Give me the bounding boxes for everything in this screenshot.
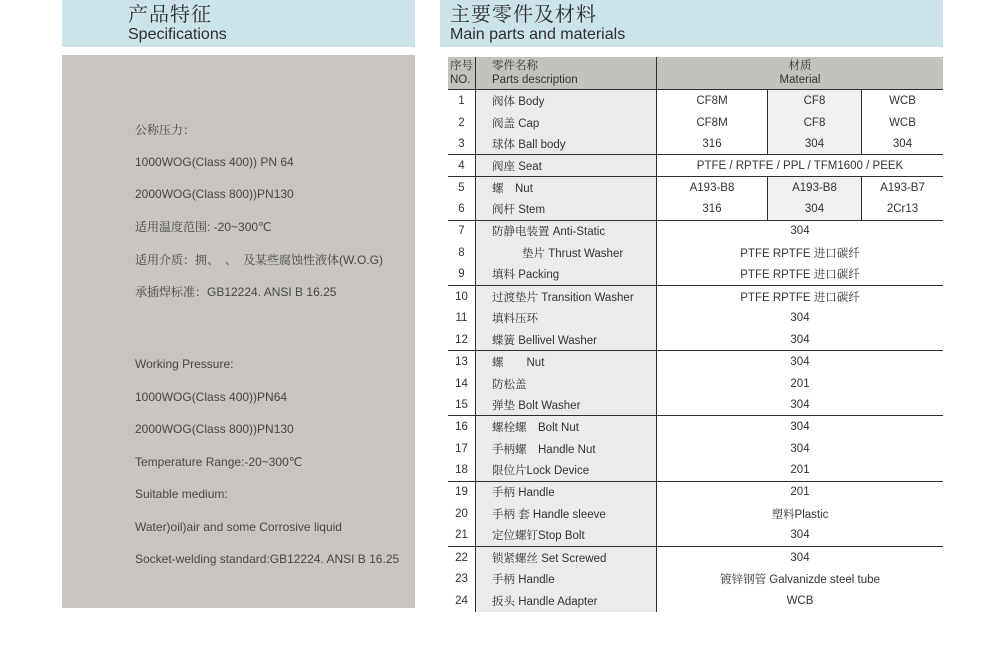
specifications-title-en: Specifications bbox=[128, 26, 227, 43]
header-parts-en: Parts description bbox=[492, 74, 578, 86]
spec-line: Temperature Range:-20~300℃ bbox=[135, 454, 303, 469]
cell-no: 6 bbox=[448, 199, 476, 220]
cell-material: 2Cr13 bbox=[862, 199, 943, 220]
table-row bbox=[448, 242, 943, 264]
cell-no: 11 bbox=[448, 308, 476, 330]
cell-part-name: 填料压环 bbox=[476, 308, 657, 330]
table-row bbox=[448, 525, 943, 547]
cell-no: 13 bbox=[448, 351, 476, 373]
cell-part-name: 螺栓螺 Bolt Nut bbox=[476, 416, 657, 438]
cell-material-span: 304 bbox=[657, 547, 943, 569]
table-row bbox=[448, 460, 943, 482]
table-row bbox=[448, 199, 943, 221]
cell-part-name: 手柄螺 Handle Nut bbox=[476, 438, 657, 460]
cell-part-name: 手柄 Handle bbox=[476, 482, 657, 504]
cell-part-name: 螺 Nut bbox=[476, 351, 657, 373]
table-row bbox=[448, 264, 943, 286]
header-material bbox=[657, 57, 943, 89]
cell-part-name: 手柄 套 Handle sleeve bbox=[476, 503, 657, 525]
cell-no: 24 bbox=[448, 590, 476, 612]
cell-no: 19 bbox=[448, 482, 476, 504]
cell-material-span: PTFE RPTFE 进口碳纤 bbox=[657, 264, 943, 285]
cell-no: 20 bbox=[448, 503, 476, 525]
table-row bbox=[448, 590, 943, 612]
cell-material-span: 304 bbox=[657, 395, 943, 416]
spec-line: 1000WOG(Class 400))PN64 bbox=[135, 389, 288, 404]
cell-material-span: 304 bbox=[657, 438, 943, 460]
cell-part-name: 过渡垫片 Transition Washer bbox=[476, 286, 657, 308]
cell-no: 21 bbox=[448, 525, 476, 546]
table-row bbox=[448, 134, 943, 156]
cell-part-name: 防松盖 bbox=[476, 373, 657, 395]
specifications-header bbox=[62, 0, 415, 47]
table-row bbox=[448, 90, 943, 112]
cell-material-span: 201 bbox=[657, 460, 943, 481]
cell-material: 304 bbox=[768, 134, 862, 155]
cell-no: 5 bbox=[448, 177, 476, 199]
spec-line: Water)oil)air and some Corrosive liquid bbox=[135, 519, 342, 534]
cell-part-name: 球体 Ball body bbox=[476, 134, 657, 155]
cell-part-name: 阀座 Seat bbox=[476, 155, 657, 176]
parts-materials-table bbox=[448, 57, 943, 612]
cell-material: WCB bbox=[862, 90, 943, 112]
cell-material-span: 304 bbox=[657, 221, 943, 243]
cell-no: 14 bbox=[448, 373, 476, 395]
cell-part-name: 防静电装置 Anti-Static bbox=[476, 221, 657, 243]
spec-line: 适用介质：拥、 、 及某些腐蚀性液体(W.O.G) bbox=[135, 252, 383, 267]
table-row bbox=[448, 482, 943, 504]
main-parts-header bbox=[440, 0, 943, 47]
specifications-box bbox=[62, 55, 415, 608]
cell-no: 3 bbox=[448, 134, 476, 155]
spec-line: 公称压力： bbox=[135, 122, 196, 137]
table-row bbox=[448, 395, 943, 417]
cell-no: 10 bbox=[448, 286, 476, 308]
cell-material: CF8M bbox=[657, 90, 768, 112]
cell-part-name: 手柄 Handle bbox=[476, 569, 657, 591]
table-row bbox=[448, 286, 943, 308]
table-row bbox=[448, 569, 943, 591]
cell-no: 12 bbox=[448, 329, 476, 350]
spec-line: 2000WOG(Class 800))PN130 bbox=[135, 422, 294, 437]
table-row bbox=[448, 221, 943, 243]
main-parts-title-en: Main parts and materials bbox=[450, 26, 626, 43]
cell-part-name: 阀杆 Stem bbox=[476, 199, 657, 220]
table-row bbox=[448, 373, 943, 395]
cell-material: 304 bbox=[862, 134, 943, 155]
cell-part-name: 螺 Nut bbox=[476, 177, 657, 199]
table-row bbox=[448, 177, 943, 199]
cell-no: 1 bbox=[448, 90, 476, 112]
cell-no: 4 bbox=[448, 155, 476, 176]
table-row bbox=[448, 416, 943, 438]
cell-material: CF8 bbox=[768, 90, 862, 112]
spec-line: Suitable medium: bbox=[135, 487, 228, 502]
table-row bbox=[448, 329, 943, 351]
cell-material-span: 201 bbox=[657, 373, 943, 395]
table-row bbox=[448, 351, 943, 373]
header-material-zh: 材质 bbox=[788, 60, 812, 72]
cell-material: CF8 bbox=[768, 112, 862, 134]
cell-part-name: 锁紧螺丝 Set Screwed bbox=[476, 547, 657, 569]
table-row bbox=[448, 547, 943, 569]
table-row bbox=[448, 438, 943, 460]
table-body bbox=[448, 90, 943, 612]
cell-material-span: 304 bbox=[657, 351, 943, 373]
cell-material: A193-B8 bbox=[768, 177, 862, 199]
cell-material: 316 bbox=[657, 199, 768, 220]
header-parts-description bbox=[476, 57, 657, 89]
spec-line: 1000WOG(Class 400)) PN 64 bbox=[135, 154, 294, 169]
cell-material-span: 304 bbox=[657, 416, 943, 438]
table-header-row bbox=[448, 57, 943, 90]
cell-no: 23 bbox=[448, 569, 476, 591]
cell-part-name: 蝶簧 Bellivel Washer bbox=[476, 329, 657, 350]
cell-no: 15 bbox=[448, 395, 476, 416]
cell-material-span: 镀锌钢管 Galvanizde steel tube bbox=[657, 569, 943, 591]
cell-material: 304 bbox=[768, 199, 862, 220]
cell-no: 7 bbox=[448, 221, 476, 243]
table-row bbox=[448, 155, 943, 177]
cell-material-span: PTFE RPTFE 进口碳纤 bbox=[657, 286, 943, 308]
cell-part-name: 弹垫 Bolt Washer bbox=[476, 395, 657, 416]
specifications-title-zh: 产品特征 bbox=[128, 4, 212, 26]
cell-material: CF8M bbox=[657, 112, 768, 134]
cell-part-name: 垫片 Thrust Washer bbox=[476, 242, 657, 264]
header-parts-zh: 零件名称 bbox=[492, 60, 538, 72]
cell-material: A193-B7 bbox=[862, 177, 943, 199]
table-row bbox=[448, 112, 943, 134]
spec-line: 承插焊标准：GB12224. ANSI B 16.25 bbox=[135, 285, 337, 300]
main-parts-title-zh: 主要零件及材料 bbox=[450, 4, 597, 26]
cell-material-span: WCB bbox=[657, 590, 943, 612]
cell-material: WCB bbox=[862, 112, 943, 134]
header-no-en: NO. bbox=[450, 74, 471, 86]
cell-part-name: 定位螺钉Stop Bolt bbox=[476, 525, 657, 546]
cell-part-name: 扳头 Handle Adapter bbox=[476, 590, 657, 612]
spec-line: 2000WOG(Class 800))PN130 bbox=[135, 187, 294, 202]
cell-part-name: 阀盖 Cap bbox=[476, 112, 657, 134]
cell-material-span: 304 bbox=[657, 329, 943, 350]
spec-line: Working Pressure: bbox=[135, 357, 234, 372]
cell-material-span: 304 bbox=[657, 525, 943, 546]
cell-part-name: 填料 Packing bbox=[476, 264, 657, 285]
cell-material-span: PTFE RPTFE 进口碳纤 bbox=[657, 242, 943, 264]
spec-line: 适用温度范围: -20~300℃ bbox=[135, 220, 272, 235]
spec-line: Socket-welding standard:GB12224. ANSI B 16.25 bbox=[135, 552, 400, 567]
table-row bbox=[448, 308, 943, 330]
header-material-en: Material bbox=[779, 74, 821, 86]
cell-material-span: 304 bbox=[657, 308, 943, 330]
cell-no: 2 bbox=[448, 112, 476, 134]
cell-material: 316 bbox=[657, 134, 768, 155]
cell-no: 16 bbox=[448, 416, 476, 438]
cell-no: 8 bbox=[448, 242, 476, 264]
cell-material-span: 塑料Plastic bbox=[657, 503, 943, 525]
cell-no: 9 bbox=[448, 264, 476, 285]
header-no-zh: 序号 bbox=[450, 60, 473, 72]
cell-material-span: PTFE / RPTFE / PPL / TFM1600 / PEEK bbox=[657, 155, 943, 176]
cell-part-name: 限位片Lock Device bbox=[476, 460, 657, 481]
header-no bbox=[448, 57, 476, 89]
cell-no: 18 bbox=[448, 460, 476, 481]
cell-no: 17 bbox=[448, 438, 476, 460]
cell-material: A193-B8 bbox=[657, 177, 768, 199]
table-row bbox=[448, 503, 943, 525]
cell-material-span: 201 bbox=[657, 482, 943, 504]
cell-part-name: 阀体 Body bbox=[476, 90, 657, 112]
cell-no: 22 bbox=[448, 547, 476, 569]
